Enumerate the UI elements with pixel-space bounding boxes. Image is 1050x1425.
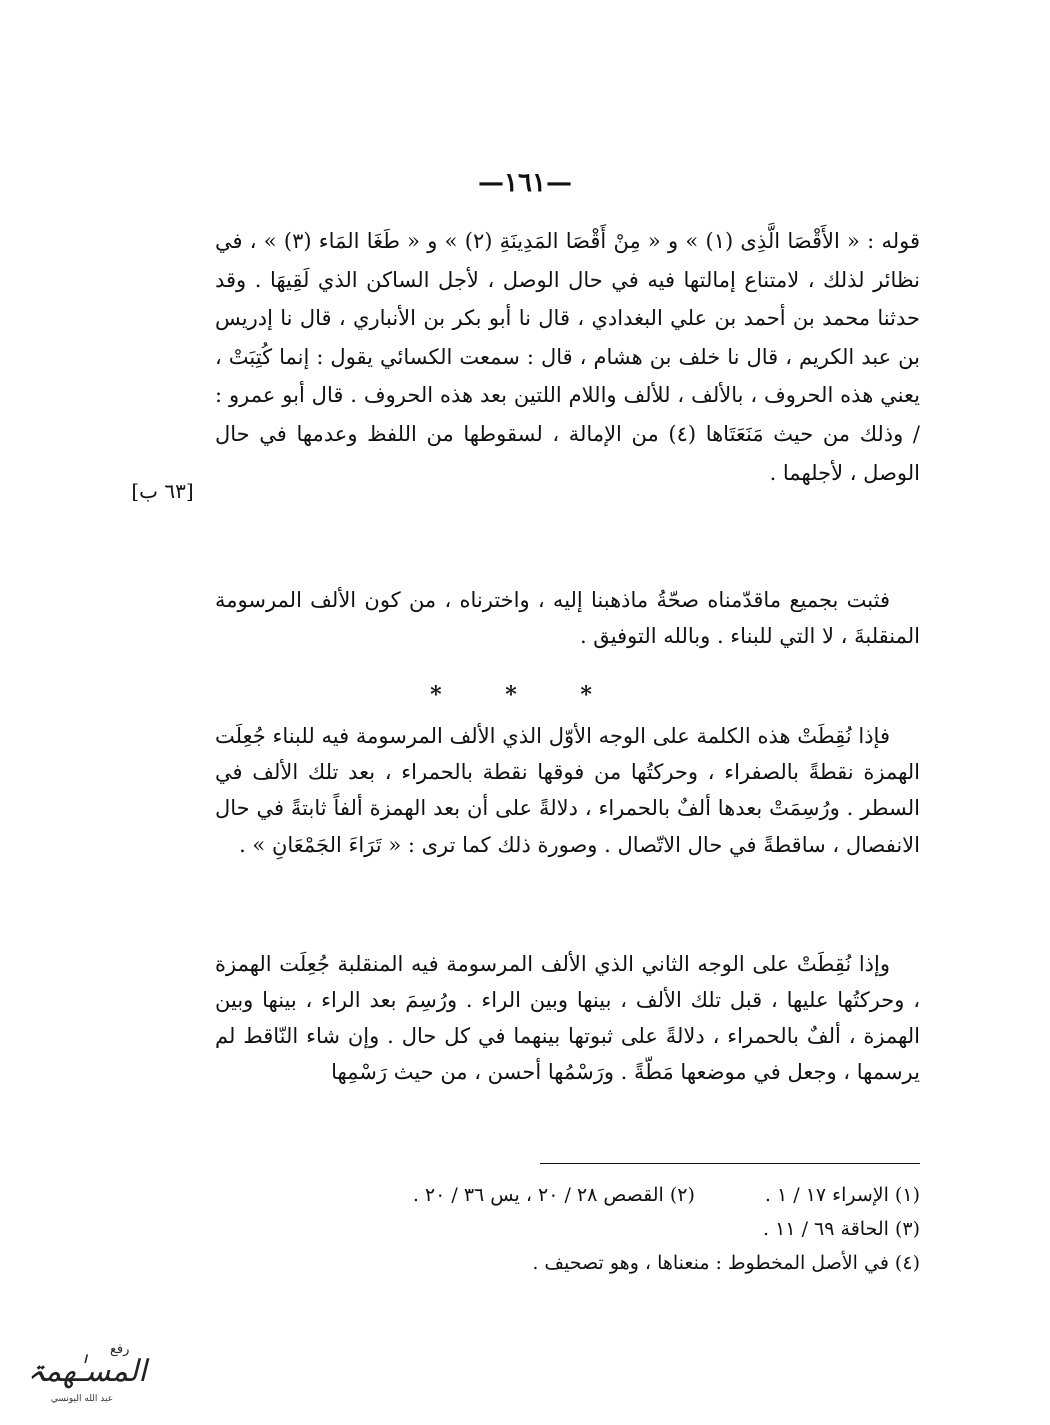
paragraph-block-1 [215, 222, 920, 492]
paragraph-4: وإذا نُقِطَتْ على الوجه الثاني الذي الألف المرسومة فيه المنقلبة جُعِلَت الهمزة ، وحركتُها عليها ، قبل تلك الألف ، بينها وبين الراء . ورُسِمَ بعد الراء ، بينها وبين الهمزة ، ألفٌ بالحمراء ، دلالةً على ثبوتها بينهما في كل حال . وإن شاء النّاقط لم يرسمها ، وجعل في موضعها مَطّةً . ورَسْمُها أحسن ، من حيث رَسْمِها [215, 952, 920, 1084]
paragraph-3: فإذا نُقِطَتْ هذه الكلمة على الوجه الأوّل الذي الألف المرسومة فيه للبناء جُعِلَت الهمزة نقطةً بالصفراء ، وحركتُها من فوقها نقطة بالحمراء ، بعد تلك الألف في السطر . ورُسِمَتْ بعدها ألفٌ بالحمراء ، دلالةً على أن بعد الهمزة ألفاً ثابتةً في حال الانفصال ، ساقطةً في حال الاتّصال . وصورة ذلك كما ترى : « تَرَاءَ الجَمْعَانِ » . [215, 724, 920, 857]
page-number: —١٦١— [478, 168, 572, 198]
footnote-row-1 [215, 1178, 920, 1212]
paragraph-1: قوله : « الأَقْصَا الَّذِى (١) » و « مِنْ أَقْصَا المَدِينَةِ (٢) » و « طَغَا المَاء (٣) » ، في نظائر لذلك ، لامتناع إمالتها فيه في حال الوصل ، لأجل الساكن الذي لَقِيهَا . وقد حدثنا محمد بن أحمد بن علي البغدادي ، قال نا أبو بكر بن الأنباري ، قال نا إدريس بن عبد الكريم ، قال نا خلف بن هشام ، قال : سمعت الكسائي يقول : إنما كُتِبَتْ ، يعني هذه الحروف ، بالألف ، للألف واللام اللتين بعد هذه الحروف . قال أبو عمرو : / وذلك من حيث مَنَعَتَاها (٤) من الإمالة ، لسقوطها من اللفظ وعدمها في حال الوصل ، لأجلهما . [215, 229, 920, 485]
library-stamp-logo [12, 1335, 162, 1410]
footnote-3: (٣) الحاقة ٦٩ / ١١ . [763, 1218, 920, 1240]
manuscript-folio-note: [٦٣ ب] [131, 479, 194, 503]
paragraph-block-3 [215, 718, 920, 863]
stamp-bottom-text: عبد الله اليونسي [50, 1394, 114, 1404]
footnote-divider [540, 1163, 920, 1164]
paragraph-2: فثبت بجميع ماقدّمناه صحّةُ ماذهبنا إليه ، واخترناه ، من كون الألف المرسومة المنقلبةَ ، لا التي للبناء . وبالله التوفيق . [215, 588, 920, 648]
footnotes [215, 1178, 920, 1280]
footnote-2: (٢) القصص ٢٨ / ٢٠ ، يس ٣٦ / ٢٠ . [412, 1184, 695, 1206]
section-separator: * * * [430, 682, 620, 708]
stamp-main-text: المسـٰهمۃ [27, 1354, 147, 1389]
calligraphy-stamp-icon [12, 1335, 162, 1410]
footnote-4: (٤) في الأصل المخطوط : منعناها ، وهو تصحيف . [532, 1252, 920, 1274]
footnote-1: (١) الإسراء ١٧ / ١ . [764, 1184, 920, 1206]
paragraph-block-4 [215, 946, 920, 1090]
paragraph-block-2 [215, 582, 920, 654]
stamp-top-text: رفع [110, 1342, 130, 1357]
